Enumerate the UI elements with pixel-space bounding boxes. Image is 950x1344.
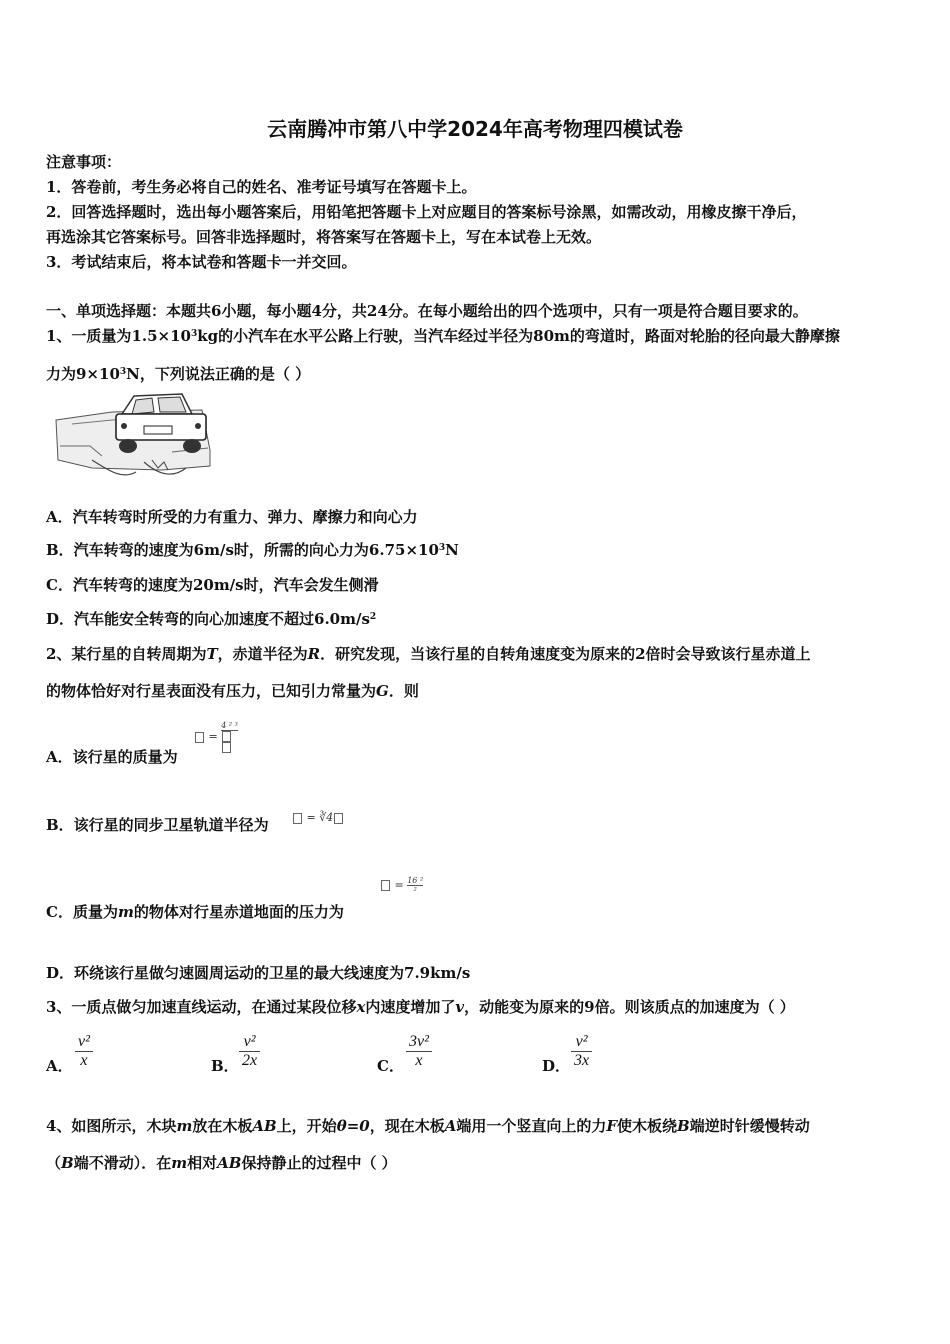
q4-stem-line2: （B端不滑动）．在m相对AB保持静止的过程中（ ） (46, 1154, 397, 1172)
q1-option-c: C．汽车转弯的速度为20m/s时，汽车会发生侧滑 (46, 576, 379, 594)
q2-option-a-formula: = 4 ² ³ (194, 721, 238, 753)
notice-heading: 注意事项： (46, 153, 122, 171)
q3-option-b-label: B． (211, 1057, 239, 1075)
notice-item-2: 2．回答选择题时，选出每小题答案后，用铅笔把答题卡上对应题目的答案标号涂黑，如需改动，用橡皮擦干净后， (46, 203, 807, 221)
q3-option-c-label: C． (377, 1057, 404, 1075)
q3-option-a-label: A． (46, 1057, 73, 1075)
q3-option-d-label: D． (542, 1057, 571, 1075)
q2-option-d: D．环绕该行星做匀速圆周运动的卫星的最大线速度为7.9km/s (46, 964, 471, 982)
q3-option-b-fraction: $\frac{\text{v²}}{2x}$ (239, 1033, 260, 1070)
q3-option-a-fraction: $\frac{\text{v²}}{x}$ (75, 1033, 93, 1070)
q1-stem-line2: 力为$9\times 10^3N$，下列说法正确的是（ ） (46, 365, 311, 383)
q2-option-c-formula: = $\frac{\text{16 ²}}{\text{²}}$ (380, 876, 423, 895)
exam-title: 云南腾冲市第八中学2024年高考物理四模试卷 (267, 117, 683, 141)
q2-option-a: A．该行星的质量为 (46, 748, 178, 766)
q3-stem: 3、一质点做匀加速直线运动，在通过某段位移x内速度增加了v，动能变为原来的9倍。则该质点的加速度为（ ） (46, 998, 795, 1016)
q2-stem-line2: 的物体恰好对行星表面没有压力，已知引力常量为G．则 (46, 682, 419, 700)
q2-option-c: C．质量为m的物体对行星赤道地面的压力为 (46, 903, 344, 921)
q3-option-c-fraction: $\frac{\text{3v²}}{x}$ (406, 1033, 432, 1070)
q1-option-d: D．汽车能安全转弯的向心加速度不超过$6.0m/s^2$ (46, 610, 377, 628)
section-heading: 一、单项选择题：本题共6小题，每小题4分，共24分。在每小题给出的四个选项中，只有一项是符合题目要求的。 (46, 302, 808, 320)
q3-option-d-fraction: $\frac{\text{v²}}{3x}$ (571, 1033, 592, 1070)
notice-item-3: 3．考试结束后，将本试卷和答题卡一并交回。 (46, 253, 357, 271)
notice-item-1: 1．答卷前，考生务必将自己的姓名、准考证号填写在答题卡上。 (46, 178, 477, 196)
q4-stem-line1: 4、如图所示，木块m放在木板AB上，开始θ=0，现在木板A端用一个竖直向上的力F使木板绕B端逆时针缓慢转动 (46, 1117, 810, 1135)
q1-stem-line1: 1、一质量为$1.5\times 10^3kg$的小汽车在水平公路上行驶，当汽车经过半径为80m的弯道时，路面对轮胎的径向最大静摩擦 (46, 327, 840, 345)
q2-stem-line1: 2、某行星的自转周期为T，赤道半径为R．研究发现，当该行星的自转角速度变为原来的2倍时会导致该行星赤道上 (46, 645, 811, 663)
notice-item-2-cont: 再选涂其它答案标号。回答非选择题时，将答案写在答题卡上，写在本试卷上无效。 (46, 228, 602, 246)
q2-option-b-formula: = ∛4 (292, 812, 344, 824)
q2-option-b: B．该行星的同步卫星轨道半径为 (46, 816, 269, 834)
car-turning-illustration (52, 390, 214, 482)
q1-option-b: B．汽车转弯的速度为6m/s时，所需的向心力为$6.75\times 10^3N$ (46, 541, 459, 559)
q1-option-a: A．汽车转弯时所受的力有重力、弹力、摩擦力和向心力 (46, 508, 418, 526)
